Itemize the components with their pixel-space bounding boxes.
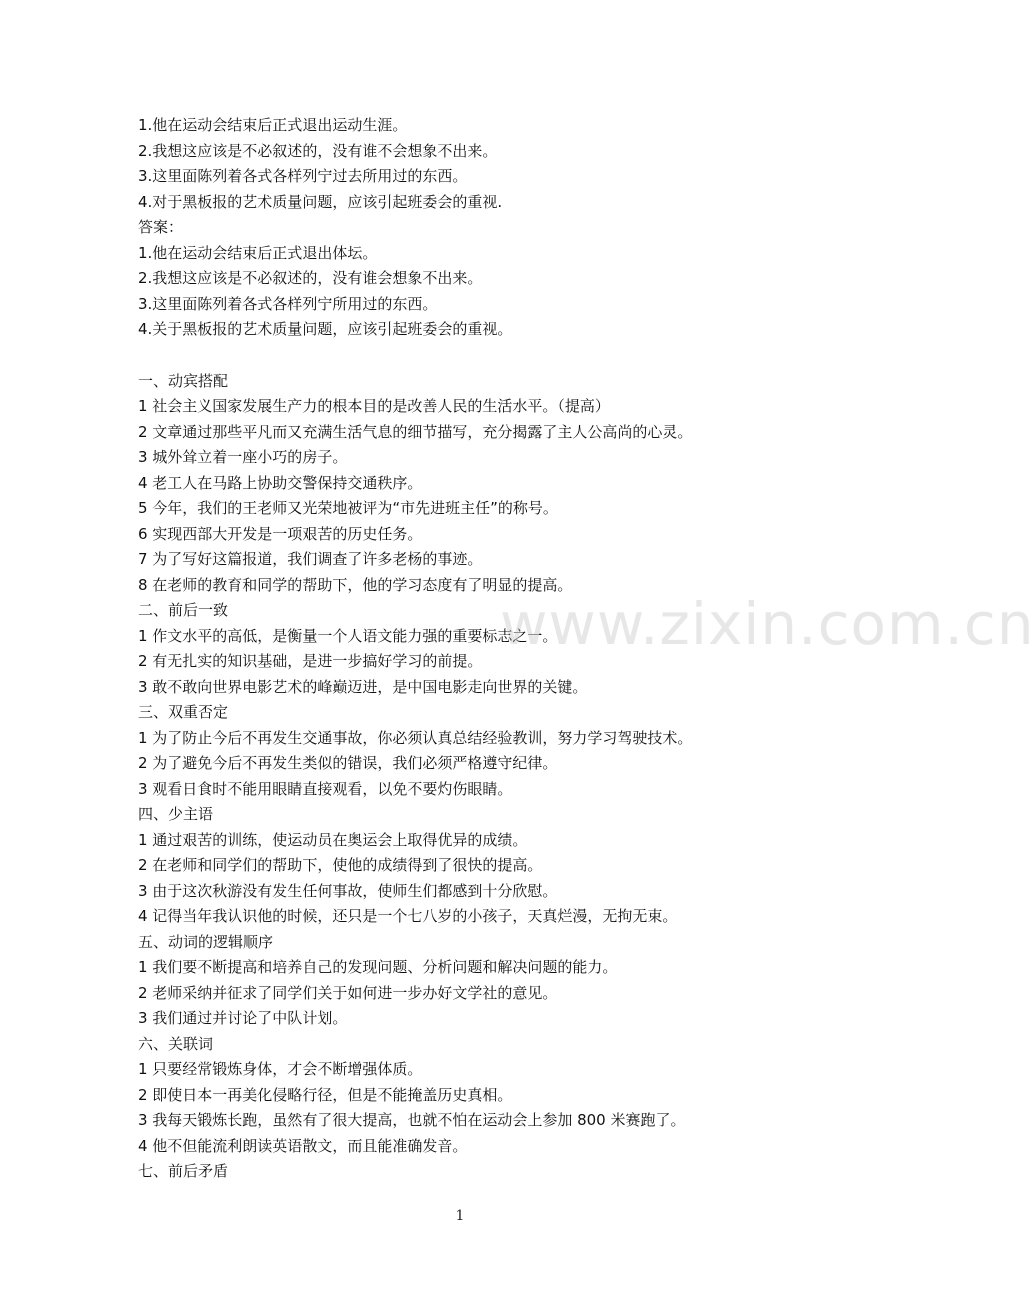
sentence-line: 3 城外耸立着一座小巧的房子。 bbox=[138, 448, 348, 466]
sentence-line: 3 敢不敢向世界电影艺术的峰巅迈进，是中国电影走向世界的关键。 bbox=[138, 677, 588, 696]
blank-line bbox=[138, 343, 788, 369]
answer-line: 4.关于黑板报的艺术质量问题，应该引起班委会的重视。 bbox=[138, 320, 513, 338]
sentence-line: 1 通过艰苦的训练，使运动员在奥运会上取得优异的成绩。 bbox=[138, 830, 528, 849]
answer-line: 1.他在运动会结束后正式退出体坛。 bbox=[138, 243, 378, 262]
section-conjunctions bbox=[138, 1032, 788, 1160]
section-double-negative bbox=[138, 700, 788, 802]
sentence-line: 8 在老师的教育和同学的帮助下，他的学习态度有了明显的提高。 bbox=[138, 575, 573, 594]
sentence-line: 2 老师采纳并征求了同学们关于如何进一步办好文学社的意见。 bbox=[138, 983, 558, 1002]
section-verb-order bbox=[138, 930, 788, 1032]
sentence-line: 2 在老师和同学们的帮助下，使他的成绩得到了很快的提高。 bbox=[138, 856, 543, 874]
sentence-line: 3.这里面陈列着各式各样列宁过去所用过的东西。 bbox=[138, 167, 468, 185]
sentence-line: 2 有无扎实的知识基础，是进一步搞好学习的前提。 bbox=[138, 652, 483, 670]
sentence-line: 2.我想这应该是不必叙述的，没有谁不会想象不出来。 bbox=[138, 141, 498, 160]
section-contradiction bbox=[138, 1159, 788, 1185]
sentence-line: 2 即使日本一再美化侵略行径，但是不能掩盖历史真相。 bbox=[138, 1085, 513, 1104]
section-heading: 五、动词的逻辑顺序 bbox=[138, 932, 274, 951]
sentence-line: 6 实现西部大开发是一项艰苦的历史任务。 bbox=[138, 524, 423, 543]
sentence-line: 3 我们通过并讨论了中队计划。 bbox=[138, 1009, 348, 1027]
sentence-line: 3 观看日食时不能用眼睛直接观看，以免不要灼伤眼睛。 bbox=[138, 779, 513, 798]
answer-line: 3.这里面陈列着各式各样列宁所用过的东西。 bbox=[138, 294, 438, 313]
sentence-line: 2 为了避免今后不再发生类似的错误，我们必须严格遵守纪律。 bbox=[138, 754, 558, 772]
answers-block bbox=[138, 215, 788, 343]
sentence-line: 1.他在运动会结束后正式退出运动生涯。 bbox=[138, 116, 408, 134]
sentence-line: 4 老工人在马路上协助交警保持交通秩序。 bbox=[138, 473, 423, 492]
sentence-line: 1 为了防止今后不再发生交通事故，你必须认真总结经验教训，努力学习驾驶技术。 bbox=[138, 728, 693, 747]
sentence-line: 4.对于黑板报的艺术质量问题，应该引起班委会的重视. bbox=[138, 192, 503, 211]
section-heading: 四、少主语 bbox=[138, 805, 214, 823]
sentence-line: 2 文章通过那些平凡而又充满生活气息的细节描写，充分揭露了主人公高尚的心灵。 bbox=[138, 422, 693, 441]
sentence-line: 1 我们要不断提高和培养自己的发现问题、分析问题和解决问题的能力。 bbox=[138, 958, 618, 976]
page-number: 1 bbox=[455, 1208, 465, 1224]
sentence-line: 4 他不但能流利朗读英语散文，而且能准确发音。 bbox=[138, 1136, 468, 1155]
section-heading: 二、前后一致 bbox=[138, 601, 229, 619]
watermark: www.zixin.com.cn bbox=[500, 590, 1035, 658]
sentence-line: 1 社会主义国家发展生产力的根本目的是改善人民的生活水平。（提高） bbox=[138, 397, 610, 415]
sentence-line: 7 为了写好这篇报道，我们调查了许多老杨的事迹。 bbox=[138, 550, 483, 568]
section-heading: 六、关联词 bbox=[138, 1034, 214, 1053]
answers-title: 答案： bbox=[138, 218, 184, 236]
answer-line: 2.我想这应该是不必叙述的，没有谁会想象不出来。 bbox=[138, 269, 483, 287]
section-heading: 三、双重否定 bbox=[138, 703, 229, 721]
section-heading: 七、前后矛盾 bbox=[138, 1162, 229, 1180]
sentence-line: 1 只要经常锻炼身体，才会不断增强体质。 bbox=[138, 1060, 423, 1078]
section-verb-object bbox=[138, 369, 788, 599]
sentence-line: 3 我每天锻炼长跑，虽然有了很大提高，也就不怕在运动会上参加 800 米赛跑了。 bbox=[138, 1111, 686, 1129]
sentence-group bbox=[138, 113, 788, 215]
sentence-line: 3 由于这次秋游没有发生任何事故，使师生们都感到十分欣慰。 bbox=[138, 881, 558, 900]
sentence-line: 4 记得当年我认识他的时候，还只是一个七八岁的小孩子，天真烂漫，无拘无束。 bbox=[138, 907, 678, 925]
section-heading: 一、动宾搭配 bbox=[138, 371, 229, 390]
section-missing-subject bbox=[138, 802, 788, 930]
sentence-line: 1 作文水平的高低，是衡量一个人语文能力强的重要标志之一。 bbox=[138, 626, 558, 645]
sentence-line: 5 今年，我们的王老师又光荣地被评为“市先进班主任”的称号。 bbox=[138, 499, 558, 517]
